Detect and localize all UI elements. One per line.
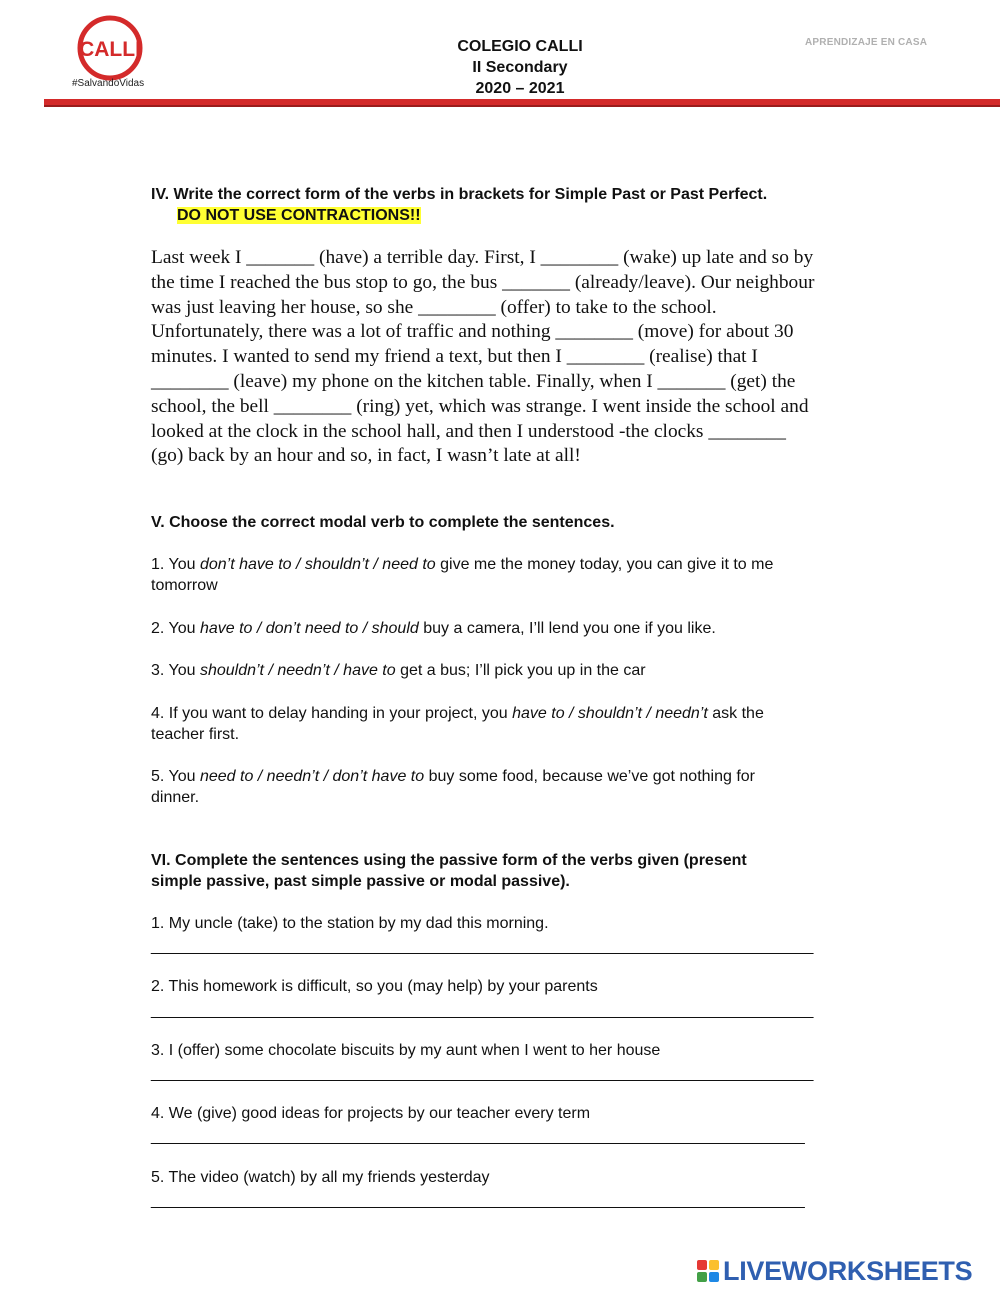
- past-tense-paragraph: [151, 246, 891, 469]
- brand-blocks-icon: [697, 1260, 719, 1282]
- section-6-heading-line: VI. Complete the sentences using the passive form of the verbs given (present: [151, 852, 747, 869]
- paragraph-line: ________ (leave) my phone on the kitchen table. Finally, when I _______ (get) the: [151, 370, 796, 392]
- home-learning-tag: APRENDIZAJE EN CASA: [805, 37, 928, 48]
- question-text: 1. You: [151, 556, 200, 573]
- paragraph-line: school, the bell ________ (ring) yet, which was strange. I went inside the school and: [151, 395, 809, 417]
- modal-options: shouldn’t / needn’t / have to: [199, 662, 396, 679]
- modal-question-3: [151, 660, 891, 681]
- modal-question-4: [151, 703, 891, 745]
- school-header: [420, 36, 620, 99]
- passive-question-5: 5. The video (watch) by all my friends yesterday: [151, 1169, 490, 1186]
- paragraph-line: minutes. I wanted to send my friend a text, but then I ________ (realise) that I: [151, 346, 758, 368]
- brand-block: [709, 1272, 719, 1282]
- passive-question-3: 3. I (offer) some chocolate biscuits by my aunt when I went to her house: [151, 1042, 661, 1059]
- modal-question-2: [151, 618, 891, 639]
- modal-question-5: [151, 766, 891, 808]
- question-text: ask the: [707, 705, 764, 722]
- section-4-heading: IV. Write the correct form of the verbs in brackets for Simple Past or Past Perfect.: [151, 186, 768, 203]
- liveworksheets-brand: [697, 1256, 972, 1286]
- answer-line-5[interactable]: ____________________________________________________________________________: [151, 1192, 805, 1209]
- paragraph-line: was just leaving her house, so she ________ (offer) to take to the school.: [151, 296, 717, 318]
- modal-options: have to / don’t need to / should: [199, 620, 419, 637]
- passive-question-1: 1. My uncle (take) to the station by my dad this morning.: [151, 915, 549, 932]
- brand-block: [697, 1260, 707, 1270]
- question-text: 5. You: [151, 768, 200, 785]
- warning-highlight: DO NOT USE CONTRACTIONS!!: [177, 207, 421, 224]
- question-text: buy some food, because we’ve got nothing for: [424, 768, 755, 785]
- paragraph-line: the time I reached the bus stop to go, the bus _______ (already/leave). Our neighbour: [151, 271, 815, 293]
- question-text-continued: tomorrow: [151, 577, 218, 594]
- paragraph-line: (go) back by an hour and so, in fact, I wasn’t late at all!: [151, 445, 581, 467]
- question-text: buy a camera, I’ll lend you one if you like.: [418, 620, 716, 637]
- school-year: 2020 – 2021: [475, 80, 565, 97]
- section-5-heading: V. Choose the correct modal verb to complete the sentences.: [151, 514, 615, 531]
- answer-line-2[interactable]: _____________________________________________________________________________: [151, 1002, 814, 1019]
- brand-block: [697, 1272, 707, 1282]
- question-text: 4. If you want to delay handing in your project, you: [151, 705, 513, 722]
- header-divider-shadow: [44, 105, 1000, 107]
- section-6-heading-line: simple passive, past simple passive or modal passive).: [151, 873, 570, 890]
- question-text: 3. You: [151, 662, 200, 679]
- answer-line-4[interactable]: ____________________________________________________________________________: [151, 1128, 805, 1145]
- question-text: give me the money today, you can give it to me: [435, 556, 774, 573]
- question-text: get a bus; I’ll pick you up in the car: [395, 662, 646, 679]
- calli-logo: [76, 14, 144, 82]
- modal-options: need to / needn’t / don’t have to: [199, 768, 425, 785]
- question-text: 2. You: [151, 620, 200, 637]
- modal-options: don’t have to / shouldn’t / need to: [199, 556, 436, 573]
- section-4-warning: [177, 205, 421, 226]
- modal-options: have to / shouldn’t / needn’t: [512, 705, 708, 722]
- school-name: COLEGIO CALLI: [457, 38, 583, 55]
- modal-question-1: [151, 554, 891, 596]
- answer-line-3[interactable]: _____________________________________________________________________________: [151, 1065, 814, 1082]
- hashtag-label: #SalvandoVidas: [72, 78, 145, 89]
- grade-label: II Secondary: [472, 59, 568, 76]
- brand-text: LIVEWORKSHEETS: [723, 1255, 973, 1286]
- passive-question-4: 4. We (give) good ideas for projects by our teacher every term: [151, 1105, 591, 1122]
- question-text-continued: dinner.: [151, 789, 200, 806]
- paragraph-line: looked at the clock in the school hall, and then I understood -the clocks ________: [151, 420, 786, 442]
- paragraph-line: Last week I _______ (have) a terrible day. First, I ________ (wake) up late and so by: [151, 247, 814, 268]
- brand-block: [709, 1260, 719, 1270]
- logo-text: CALLI: [79, 38, 141, 61]
- section-6-heading: [151, 850, 747, 892]
- answer-line-1[interactable]: _____________________________________________________________________________: [151, 938, 814, 955]
- passive-question-2: 2. This homework is difficult, so you (may help) by your parents: [151, 978, 598, 995]
- paragraph-line: Unfortunately, there was a lot of traffic and nothing ________ (move) for about 30: [151, 321, 794, 343]
- question-text-continued: teacher first.: [151, 726, 240, 743]
